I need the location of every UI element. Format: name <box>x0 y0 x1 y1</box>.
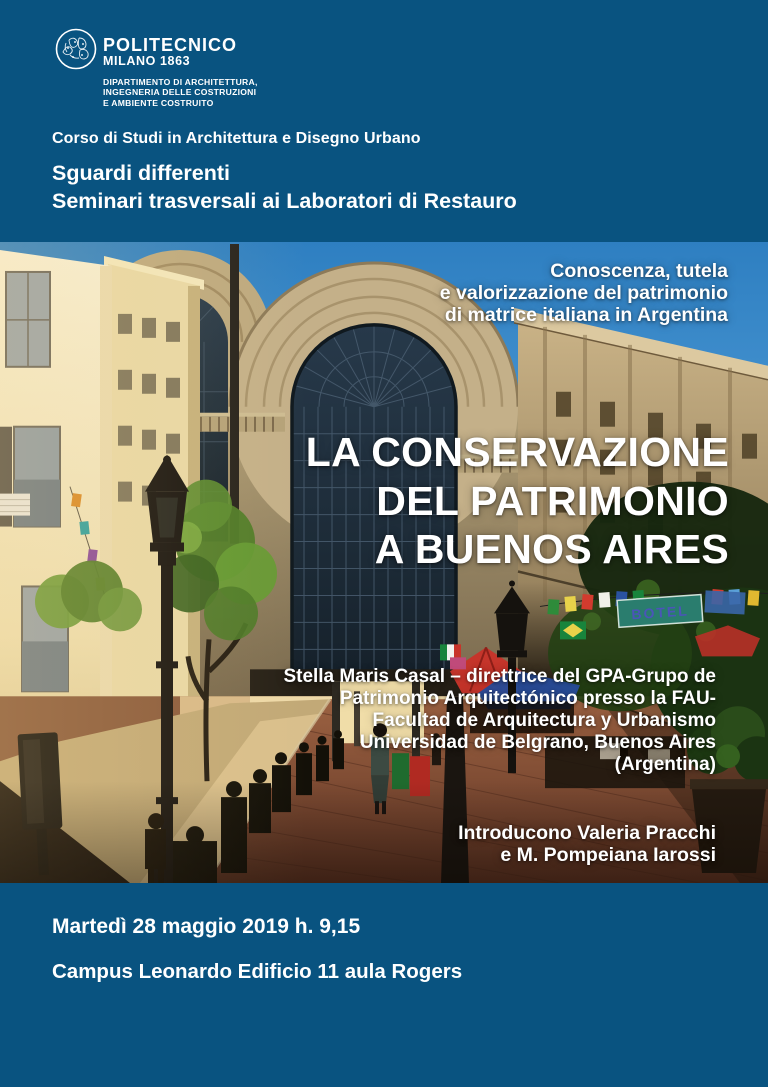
event-title <box>306 428 729 574</box>
kicker-line: Conoscenza, tutela <box>550 260 728 282</box>
series-heading <box>52 159 517 215</box>
speaker-line: Patrimonio Arquitectónico presso la FAU- <box>339 688 716 709</box>
series-title: Sguardi differenti <box>52 161 230 185</box>
hero-photo <box>0 242 768 883</box>
event-datetime: Martedì 28 maggio 2019 h. 9,15 <box>52 915 361 938</box>
speaker-info <box>283 666 716 776</box>
logo-subtitle: MILANO 1863 <box>103 54 191 68</box>
logo-wordmark: POLITECNICO <box>103 35 238 55</box>
speaker-line: Stella Maris Casal – direttrice del GPA-Grupo de <box>283 666 716 687</box>
event-title-line: LA CONSERVAZIONE <box>305 429 729 475</box>
department-line: INGEGNERIA DELLE COSTRUZIONI <box>103 87 257 98</box>
event-location: Campus Leonardo Edificio 11 aula Rogers <box>52 960 463 983</box>
politecnico-seal-icon <box>55 28 97 70</box>
department-line: E AMBIENTE COSTRUITO <box>103 97 214 108</box>
introducer-line: Introducono Valeria Pracchi <box>458 822 716 844</box>
course-name: Corso di Studi in Architettura e Disegno Urbano <box>52 130 421 147</box>
department-name <box>103 77 258 108</box>
speaker-line: (Argentina) <box>614 754 716 775</box>
speaker-line: Universidad de Belgrano, Buenos Aires <box>359 732 716 753</box>
kicker-line: di matrice italiana in Argentina <box>444 304 728 326</box>
introducer-line: e M. Pompeiana Iarossi <box>500 844 716 867</box>
series-subtitle: Seminari trasversali ai Laboratori di Restauro <box>52 189 517 213</box>
introducers <box>458 822 716 867</box>
kicker-text <box>440 260 728 326</box>
kicker-line: e valorizzazione del patrimonio <box>439 282 728 304</box>
speaker-line: Facultad de Arquitectura y Urbanismo <box>372 710 716 731</box>
event-title-line: DEL PATRIMONIO <box>376 477 729 524</box>
event-title-line: A BUENOS AIRES <box>374 526 729 572</box>
department-line: DIPARTIMENTO DI ARCHITETTURA, <box>103 77 258 87</box>
